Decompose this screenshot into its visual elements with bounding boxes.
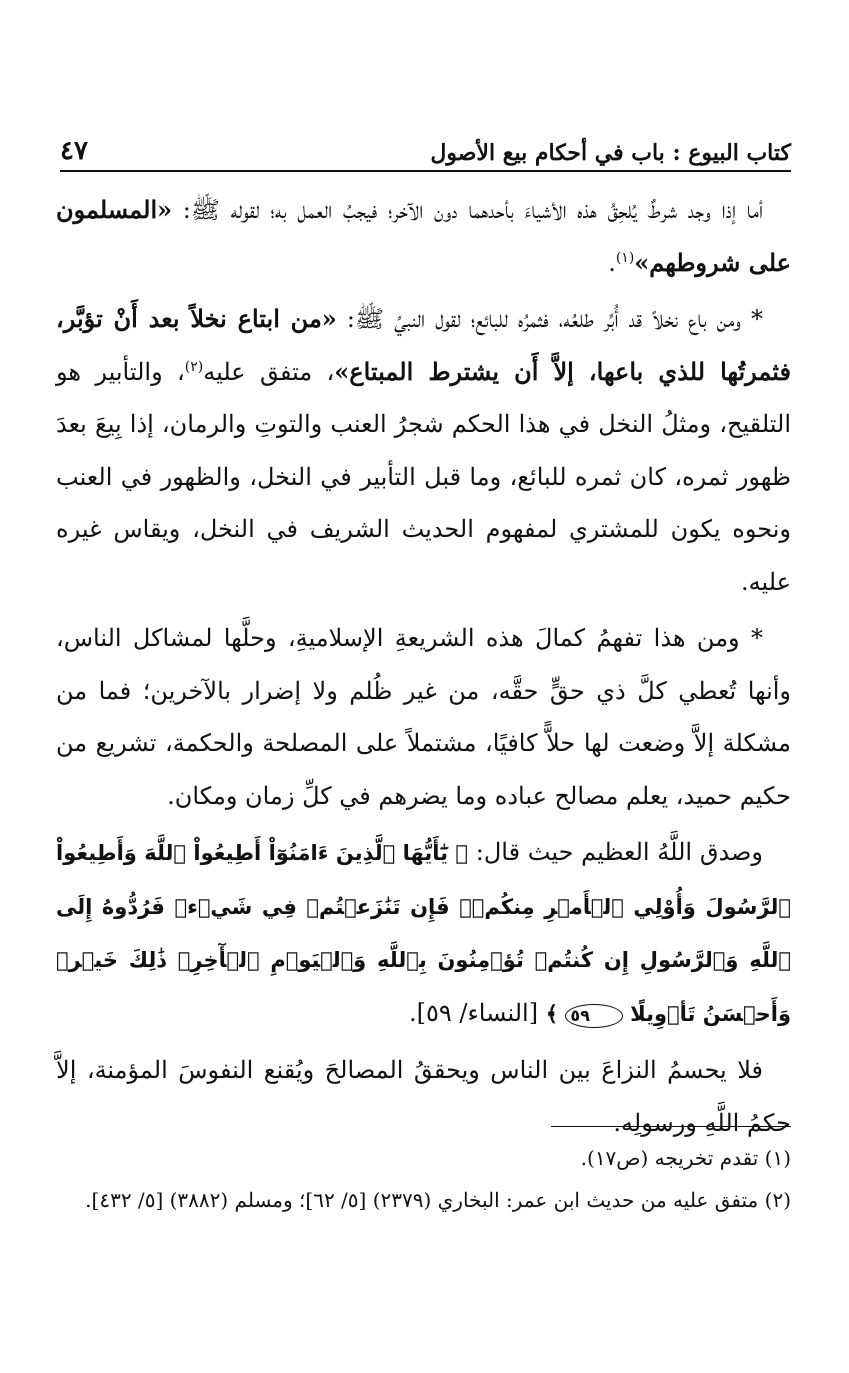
page-header <box>60 120 791 172</box>
paragraph-2 <box>56 293 791 608</box>
footnote-divider <box>551 1126 791 1127</box>
footnotes <box>56 1138 791 1222</box>
paragraph-4 <box>56 826 791 1040</box>
verse-text: ﴿ يَٰٓأَيُّهَا ٱلَّذِينَ ءَامَنُوٓاْ أَطِيعُواْ ٱللَّهَ وَأَطِيعُواْ ٱلرَّسُولَ وَأُوْلِي ٱلۡأَمۡرِ مِنكُمۡۖ فَإِن تَنَٰزَعۡتُمۡ فِي شَيۡءٖ فَرُدُّوهُ إِلَى ٱللَّهِ وَٱلرَّسُولِ إِن كُنتُمۡ تُؤۡمِنُونَ بِٱللَّهِ وَٱلۡيَوۡمِ ٱلۡأٓخِرِۚ ذَٰلِكَ خَيۡرٞ وَأَحۡسَنُ تَأۡوِيلًا <box>56 841 791 1026</box>
main-text <box>56 184 791 1153</box>
paragraph-5: فلا يحسمُ النزاعَ بين الناس ويحققُ المصالحَ ويُقنع النفوسَ المؤمنة، إلاَّ حكمُ اللَّهِ ورسولِه. <box>56 1056 791 1137</box>
running-title: كتاب البيوع : باب في أحكام بيع الأصول <box>430 140 791 166</box>
footnote-1: (١) تقدم تخريجه (ص١٧). <box>580 1146 791 1170</box>
paragraph-text: * ومن باع نخلاً قد أُبِّر طلعُه، فثمرُه للبائع؛ لقول النبيِّ ﷺ: <box>336 305 763 333</box>
verse-number: ٥٩ <box>565 1004 623 1028</box>
paragraph-text: ، والتأبير هو التلقيح، ومثلُ النخل في هذا الحكم شجرُ العنب والتوتِ والرمان، إذا بِيعَ بعدَ ظهور ثمره، كان ثمره للبائع، وما قبل التأبير في النخل، والظهور في العنب ونحوه يكون للمشتري لمفهوم الحديث الشريف في النخل، ويقاس غيره عليه. <box>56 357 791 596</box>
paragraph-text: وصدق اللَّهُ العظيم حيث قال: <box>468 838 764 866</box>
footnote-ref: (١) <box>615 249 635 266</box>
paragraph-1 <box>56 184 791 289</box>
paragraph-text: أما إذا وجد شرطٌ يُلحِقُ هذه الأشياءَ بأحدهما دون الآخر؛ فيجبُ العمل به؛ لقوله ﷺ: <box>172 196 763 224</box>
paragraph-text: ، متفق عليه <box>203 357 335 386</box>
hadith-quote: «المسلمون على شروطهم» <box>56 195 791 277</box>
verse-close: ﴾ <box>545 1001 566 1026</box>
footnote-2: (٢) متفق عليه من حديث ابن عمر: البخاري (٢٣٧٩) [٥/ ٦٢]؛ ومسلم (٣٨٨٢) [٥/ ٤٣٢]. <box>85 1188 791 1212</box>
page-number: ٤٧ <box>60 136 88 166</box>
hadith-quote: «من ابتاع نخلاً بعد أَنْ تؤبَّر، فثمرتُها للذي باعها، إلاَّ أَن يشترط المبتاع» <box>56 304 791 386</box>
footnote-ref: (٢) <box>184 358 204 375</box>
verse-reference: [النساء/ ٥٩]. <box>408 998 546 1027</box>
paragraph-text: . <box>608 248 616 277</box>
paragraph-3: * ومن هذا تفهمُ كمالَ هذه الشريعةِ الإسلاميةِ، وحلَّها لمشاكل الناس، وأنها تُعطي كلَّ ذي حقٍّ حقَّه، من غير ظُلم ولا إضرار بالآخرين؛ فما من مشكلة إلاَّ وضعت لها حلاًّ كافيًا، مشتملاً على المصلحة والحكمة، تشريع من حكيم حميد، يعلم مصالح عباده وما يضرهم في كلِّ زمان ومكان. <box>56 624 792 810</box>
